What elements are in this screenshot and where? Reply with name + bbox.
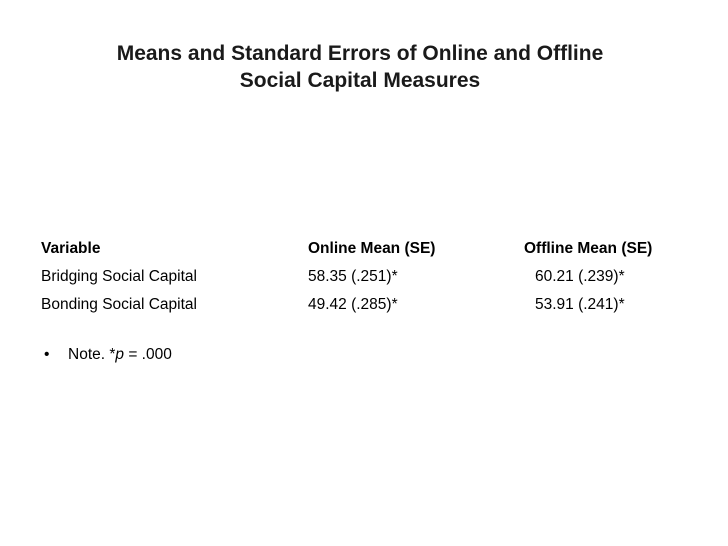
title-line-2: Social Capital Measures: [239, 69, 481, 92]
p-value-symbol: p: [115, 346, 125, 363]
header-variable: Variable: [41, 240, 101, 257]
offline-mean-cell: 60.21 (.239)*: [535, 268, 625, 285]
header-offline-mean: Offline Mean (SE): [524, 240, 653, 257]
online-mean-cell: 58.35 (.251)*: [308, 268, 398, 285]
note-suffix: = .000: [124, 346, 172, 363]
offline-mean-cell: 53.91 (.241)*: [535, 296, 625, 313]
title-line-1: Means and Standard Errors of Online and Offline: [116, 42, 604, 65]
slide-title: [40, 40, 680, 94]
variable-cell: Bonding Social Capital: [41, 296, 197, 313]
header-online-mean: Online Mean (SE): [308, 240, 436, 257]
note-prefix: Note. *: [68, 346, 116, 363]
significance-note: [44, 345, 172, 365]
bullet-icon: •: [44, 346, 50, 363]
online-mean-cell: 49.42 (.285)*: [308, 296, 398, 313]
variable-cell: Bridging Social Capital: [41, 268, 197, 285]
